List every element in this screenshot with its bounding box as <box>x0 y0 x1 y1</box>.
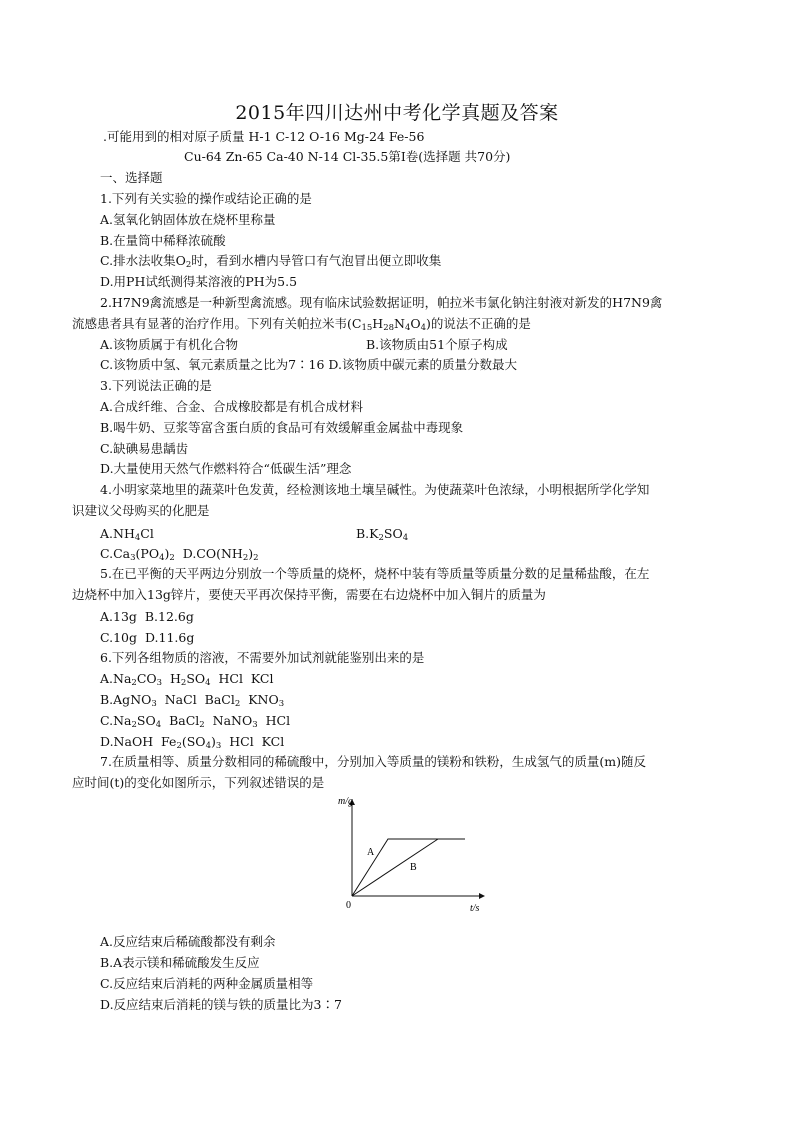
q4-options-cd: $C.Ca_3(PO_4)_2$ $D.CO(NH_2)_2$ <box>100 546 259 563</box>
q1-stem: 1.下列有关实验的操作或结论正确的是 <box>100 191 312 206</box>
q2-option-b: B.该物质由51个原子构成 <box>366 337 508 352</box>
q6-option-c: $C.Na_2SO_4$ BaCl$_2$ NaNO$_3$ HCl <box>100 713 291 730</box>
q7-stem-line-1: 7.在质量相等、质量分数相同的稀硫酸中，分别加入等质量的镁粉和铁粉，生成氢气的质量(m)随反 <box>100 754 647 769</box>
origin-label: 0 <box>346 900 351 911</box>
q6-stem: 6.下列各组物质的溶液，不需要外加试剂就能鉴别出来的是 <box>100 650 425 665</box>
atomic-masses-line-1: .可能用到的相对原子质量 H-1 C-12 O-16 Mg-24 Fe-56 <box>103 129 425 144</box>
q4-stem-line-2: 识建议父母购买的化肥是 <box>72 503 210 518</box>
q1-option-b: B.在量筒中稀释浓硫酸 <box>100 233 226 248</box>
y-axis-label: m/g <box>338 796 353 807</box>
q3-stem: 3.下列说法正确的是 <box>100 378 212 393</box>
q4-option-b: $B.K_2SO_4$ <box>356 526 409 543</box>
q7-option-c: C.反应结束后消耗的两种金属质量相等 <box>100 976 314 991</box>
q7-option-b: B.A表示镁和稀硫酸发生反应 <box>100 955 260 970</box>
q6-option-d: D.NaOH $Fe_2(SO_4)_3$ HCl KCl <box>100 734 285 751</box>
q2-stem-line-1: 2.H7N9禽流感是一种新型禽流感。现有临床试验数据证明，帕拉米韦氯化钠注射液对新发的H7N9禽 <box>100 295 663 310</box>
section-heading: 一、选择题 <box>100 170 163 185</box>
q4-option-a: $A.NH_4Cl$ <box>100 526 154 543</box>
q7-stem-line-2: 应时间(t)的变化如图所示，下列叙述错误的是 <box>72 775 325 790</box>
q7-option-a: A.反应结束后稀硫酸都没有剩余 <box>100 934 276 949</box>
q4-stem-line-1: 4.小明家菜地里的蔬菜叶色发黄，经检测该地土壤呈碱性。为使蔬菜叶色浓绿，小明根据所学化学知 <box>100 482 650 497</box>
q3-option-a: A.合成纤维、合金、合成橡胶都是有机合成材料 <box>100 399 364 414</box>
q6-option-b: B.AgNO$_3$ NaCl BaCl$_2$ $KNO_3$ <box>100 692 285 709</box>
curve-b <box>352 839 438 896</box>
q5-options-ab: A.13g B.12.6g <box>100 609 194 624</box>
q2-stem-line-2: 流感患者具有显著的治疗作用。下列有关帕拉米韦$(C_{15}H_{28}N_4O_4)$的说法不正确的是 <box>72 316 531 333</box>
q1-option-a: A.氢氧化钠固体放在烧杯里称量 <box>100 212 276 227</box>
q5-stem-line-1: 5.在已平衡的天平两边分别放一个等质量的烧杯，烧杯中装有等质量等质量分数的足量稀盐酸，在左 <box>100 566 650 581</box>
line-a-label: A <box>367 847 375 858</box>
q2-option-a: A.该物质属于有机化合物 <box>100 337 239 352</box>
q5-options-cd: C.10g D.11.6g <box>100 630 195 645</box>
x-axis-label: t/s <box>470 903 480 914</box>
page-title: 2015年四川达州中考化学真题及答案 <box>235 102 559 124</box>
q1-option-d: D.用PH试纸测得某溶液的PH为5.5 <box>100 274 298 289</box>
q1-option-c: C.排水法收集$O_2$时，看到水槽内导管口有气泡冒出便立即收集 <box>100 253 442 270</box>
q3-option-c: C.缺碘易患龋齿 <box>100 441 189 456</box>
q3-option-b: B.喝牛奶、豆浆等富含蛋白质的食品可有效缓解重金属盐中毒现象 <box>100 420 464 435</box>
reaction-graph <box>330 788 490 916</box>
atomic-masses-line-2: Cu-64 Zn-65 Ca-40 N-14 Cl-35.5第Ⅰ卷(选择题 共70分) <box>184 149 511 164</box>
q7-option-d: D.反应结束后消耗的镁与铁的质量比为3∶7 <box>100 997 342 1012</box>
q2-options-cd: C.该物质中氢、氧元素质量之比为7∶16 D.该物质中碳元素的质量分数最大 <box>100 357 517 372</box>
q6-option-a: $A.Na_2CO_3$ $H_2SO_4$ HCl KCl <box>100 671 274 688</box>
q5-stem-line-2: 边烧杯中加入13g锌片，要使天平再次保持平衡，需要在右边烧杯中加入铜片的质量为 <box>72 587 546 602</box>
q3-option-d: D.大量使用天然气作燃料符合“低碳生活”理念 <box>100 461 352 476</box>
line-b-label: B <box>410 862 417 873</box>
